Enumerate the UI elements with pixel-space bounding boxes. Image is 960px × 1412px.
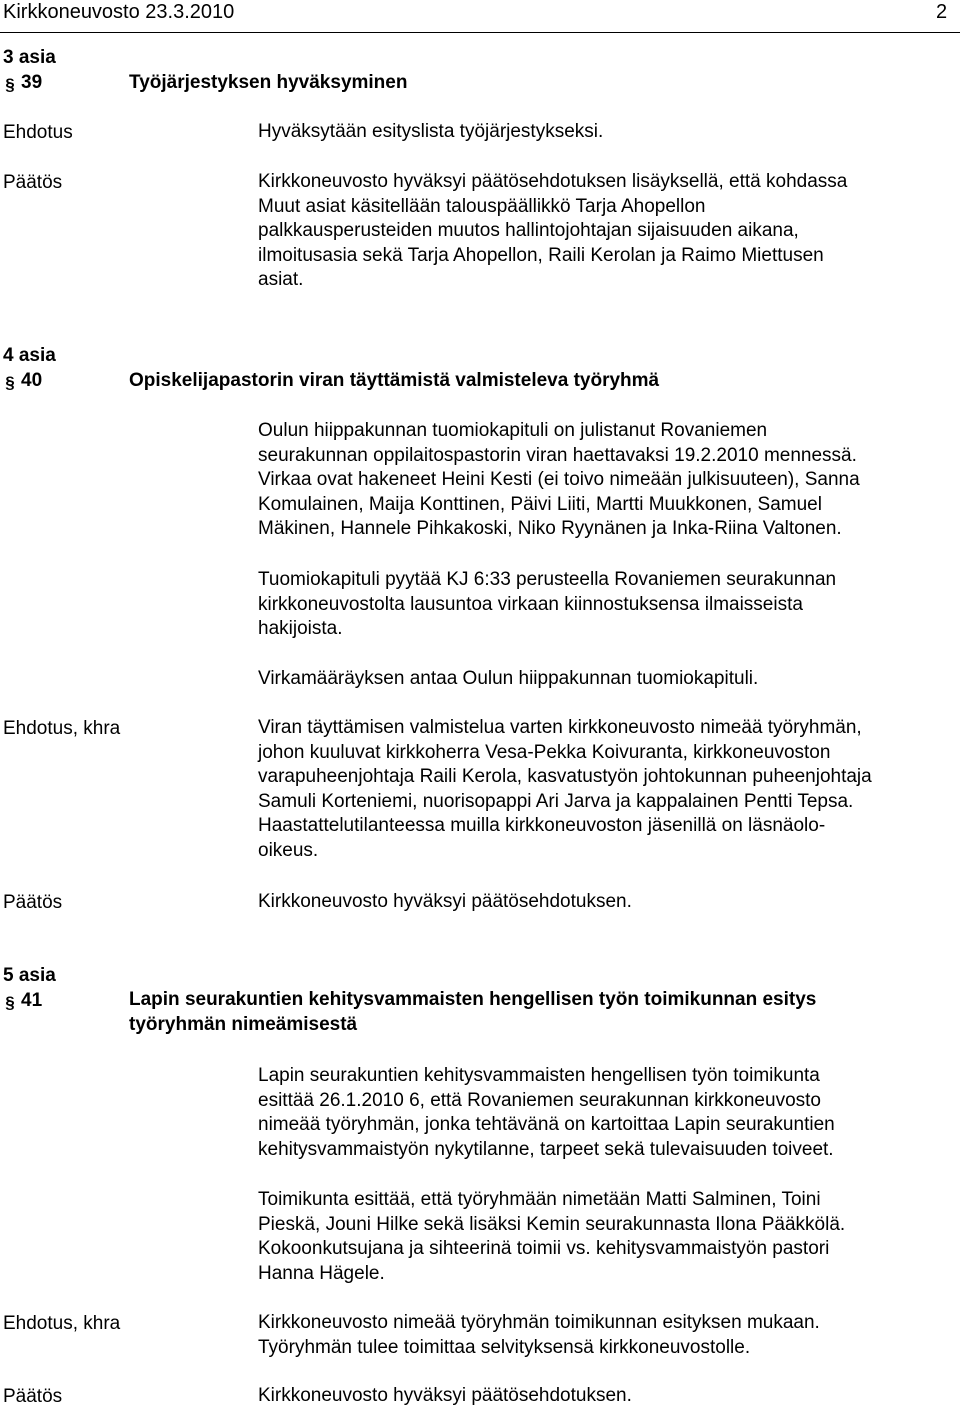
text-line: ilmoitusasia sekä Tarja Ahopellon, Raili Kerolan ja Raimo Miettusen <box>258 244 824 266</box>
text-line: Mäkinen, Hannele Pihkakoski, Niko Ryynänen ja Inka-Riina Valtonen. <box>258 518 842 539</box>
text-line: Hanna Hägele. <box>258 1262 385 1284</box>
text-line: Virkaa ovat hakeneet Heini Kesti (ei toivo nimeään julkisuuteen), Sanna <box>258 469 860 490</box>
text-line: Samuli Korteniemi, nuorisopappi Ari Jarva ja kappalainen Pentti Tepsa. <box>258 790 854 812</box>
text-line: seurakunnan oppilaitospastorin viran haettavaksi 19.2.2010 mennessä. <box>258 444 857 466</box>
block-text <box>258 1384 632 1409</box>
section-symbol-icon <box>3 75 17 93</box>
block-text <box>258 568 836 642</box>
header-divider <box>0 32 960 33</box>
text-line: Viran täyttämisen valmistelua varten kirkkoneuvosto nimeää työryhmän, <box>258 717 862 738</box>
section-title: Opiskelijapastorin viran täyttämistä valmisteleva työryhmä <box>129 370 660 391</box>
svg-text:§: § <box>5 75 15 93</box>
title-line: Lapin seurakuntien kehitysvammaisten hengellisen työn toimikunnan esitys <box>129 989 817 1010</box>
text-line: Hyväksytään esityslista työjärjestykseksi. <box>258 121 604 142</box>
agenda-number: 4 asia <box>3 345 56 366</box>
text-line: esittää 26.1.2010 6, että Rovaniemen seurakunnan kirkkoneuvosto <box>258 1089 821 1111</box>
section-number: 40 <box>21 370 43 391</box>
block-text <box>258 890 632 915</box>
text-line: Kirkkoneuvosto hyväksyi päätösehdotuksen. <box>258 1385 632 1406</box>
text-line: Muut asiat käsitellään talouspäällikkö Tarja Ahopellon <box>258 195 706 217</box>
block-label-paatos: Päätös <box>3 892 63 913</box>
text-line: asiat. <box>258 269 304 290</box>
text-line: Tuomiokapituli pyytää KJ 6:33 perusteella Rovaniemen seurakunnan <box>258 569 837 590</box>
text-line: Kokoonkutsujana ja sihteerinä toimii vs. kehitysvammaistyön pastori <box>258 1238 830 1259</box>
text-line: oikeus. <box>258 839 319 861</box>
text-line: Oulun hiippakunnan tuomiokapituli on julistanut Rovaniemen <box>258 420 768 441</box>
text-line: kehitysvammaistyön nykytilanne, tarpeet sekä tulevaisuuden toiveet. <box>258 1138 834 1160</box>
text-line: palkkausperusteiden muutos hallintojohtajan sijaisuuden aikana, <box>258 220 799 241</box>
section-symbol-icon <box>3 373 17 391</box>
text-line: Kirkkoneuvosto hyväksyi päätösehdotuksen. <box>258 891 632 912</box>
block-label-paatos: Päätös <box>3 1386 63 1407</box>
section-number: 41 <box>21 990 43 1011</box>
section-symbol-icon <box>3 993 17 1011</box>
block-text <box>258 1188 845 1286</box>
text-line: nimeää työryhmän, jonka tehtävänä on kartoittaa Lapin seurakuntien <box>258 1114 835 1135</box>
block-text <box>258 1311 820 1360</box>
block-text <box>258 716 872 863</box>
agenda-number: 5 asia <box>3 965 56 986</box>
document-header-title: Kirkkoneuvosto 23.3.2010 <box>3 1 235 23</box>
text-line: Haastattelutilanteessa muilla kirkkoneuvoston jäsenillä on läsnäolo- <box>258 815 826 836</box>
text-line: varapuheenjohtaja Raili Kerola, kasvatustyön johtokunnan puheenjohtaja <box>258 766 872 787</box>
svg-text:§: § <box>5 993 15 1011</box>
text-line: Lapin seurakuntien kehitysvammaisten hengellisen työn toimikunta <box>258 1065 820 1086</box>
text-line: Virkamääräyksen antaa Oulun hiippakunnan tuomiokapituli. <box>258 668 759 689</box>
title-line: työryhmän nimeämisestä <box>129 1013 358 1035</box>
block-label-ehdotus-khra: Ehdotus, khra <box>3 718 121 739</box>
text-line: Kirkkoneuvosto nimeää työryhmän toimikunnan esityksen mukaan. <box>258 1312 820 1333</box>
text-line: johon kuuluvat kirkkoherra Vesa-Pekka Koivuranta, kirkkoneuvoston <box>258 741 831 763</box>
text-line: kirkkoneuvostolta lausuntoa virkaan kiinnostuksensa ilmaisseista <box>258 593 803 615</box>
svg-text:§: § <box>5 373 15 391</box>
block-text <box>258 170 847 293</box>
block-label-ehdotus-khra: Ehdotus, khra <box>3 1313 121 1334</box>
text-line: Komulainen, Maija Konttinen, Päivi Liiti, Martti Muukkonen, Samuel <box>258 493 822 515</box>
block-text <box>258 667 758 692</box>
page-number: 2 <box>936 1 948 23</box>
block-text <box>258 419 860 542</box>
block-label-ehdotus: Ehdotus <box>3 122 73 143</box>
block-text <box>258 1064 835 1162</box>
block-label-paatos: Päätös <box>3 172 63 193</box>
section-title <box>129 988 816 1037</box>
text-line: Toimikunta esittää, että työryhmään nimetään Matti Salminen, Toini <box>258 1189 821 1210</box>
text-line: hakijoista. <box>258 618 343 639</box>
block-text <box>258 120 603 145</box>
text-line: Työryhmän tulee toimittaa selvityksensä kirkkoneuvostolle. <box>258 1336 751 1358</box>
text-line: Kirkkoneuvosto hyväksyi päätösehdotuksen lisäyksellä, että kohdassa <box>258 171 848 192</box>
section-title: Työjärjestyksen hyväksyminen <box>129 72 408 93</box>
text-line: Pieskä, Jouni Hilke sekä lisäksi Kemin seurakunnasta Ilona Pääkkölä. <box>258 1213 846 1235</box>
section-number: 39 <box>21 72 43 93</box>
agenda-number: 3 asia <box>3 47 56 68</box>
